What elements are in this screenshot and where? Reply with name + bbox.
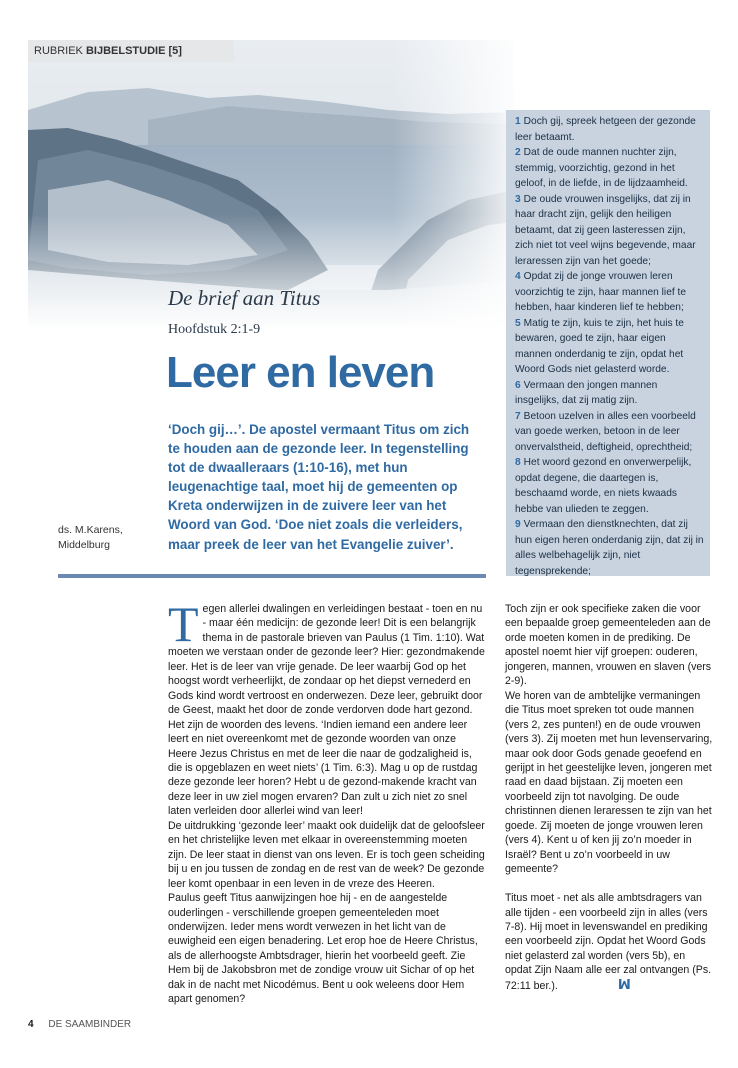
body-paragraph: Toch zijn er ook specifieke zaken die voor een bepaalde groep gemeenteleden aan de orde moeten komen in de prediking. De apostel noemt hier vijf groepen: ouderen, jongeren, mannen, vrouwen en slaven (vers 2-9). [505,603,712,688]
verse-item: 9 Vermaan den dienstknechten, dat zij hun eigen heren onderdanig zijn, dat zij in alles welbehagelijk zijn, niet tegensprekende; [515,519,704,577]
drop-cap: T [168,596,199,652]
verse-item: 1 Doch gij, spreek hetgeen der gezonde leer betaamt. [515,116,696,143]
publication-name: DE SAAMBINDER [48,1019,132,1030]
article-title: Leer en leven [166,348,435,397]
verse-item: 8 Het woord gezond en onverwerpelijk, opdat degene, die daartegen is, beschaamd worde, en niets kwaads hebbe van ulieden te zeggen. [515,457,692,515]
body-paragraph: Paulus geeft Titus aanwijzingen hoe hij - en de aangestelde ouderlingen - verschillende groepen gemeenteleden moet onderwijzen. Ieder mens wordt verwezen in het licht van de euwigheid een eigen benadering. Let erop hoe de Heere Christus, als de allerhoogste Ambtsdrager, hierin het voorbeeld geeft. Zie Hem bij de Jakobsbron met de zondige vrouw uit Sichar of op het dak in de nacht met Nicodémus. Bent u ook weleens door Hem apart genomen? [168,892,478,1006]
divider-rule [58,574,486,578]
article-lead: ‘Doch gij…’. De apostel vermaant Titus om zich te houden aan de gezonde leer. In tegenstelling tot de dwaalleraars (1:10-16), met hun leugenachtige taal, moet hij de gemeenten op Kreta onderwijzen in de zuivere leer van het Woord van God. ‘Doe niet zoals die verleiders, maar preek de leer van het Evangelie zuiver’. [168,422,470,552]
body-paragraph: Tegen allerlei dwalingen en verleidingen bestaat - toen en nu - maar één medicijn: de gezonde leer! Dit is een belangrijk thema in de pastorale brieven van Paulus (1 Tim. 1:10). Wat moeten we verstaan onder de gezonde leer? Hier: gezondmakende leer. Het is de leer van vrije genade. De leer waarbij God op het hoogst wordt verheerlijkt, de zondaar op het diepst vernederd en Gods kind wordt vertroost en onderwezen. Deze leer, gebruikt door de Geest, maakt het door de zonde verdorven dode hart gezond. Het zijn de woorden des levens. ‘Indien iemand een andere leer leert en niet overeenkomt met de gezonde woorden van onze Heere Jezus Christus en met de leer die naar de godzaligheid is, die is opgeblazen en weet niets’ (1 Tim. 6:3). Mag u op de rustdag deze gezonde leer horen? Hebt u de gezond-makende kracht van deze leer in uw ziel mogen ervaren? Dan zult u zich niet zo snel laten verleiden door allerlei wind van leer! [168,596,485,818]
body-paragraph: We horen van de ambtelijke vermaningen die Titus moet spreken tot oude mannen (vers 2, zes punten!) en de oude vrouwen (vers 3). Zij moeten met hun levenservaring, maar ook door Gods genade geoefend en gerijpt in het geestelijke leven, jongeren met raad en daad bijstaan. Zij moeten een voorbeeld zijn tot navolging. De oude christinnen dienen leraressen te zijn van het goede. Zij moeten de jonge vrouwen leren (vers 4). Kent u of ken jij zo’n moeder in Israël? Bent u zo’n voorbeeld in uw gemeente? [505,689,713,876]
section-label-prefix: RUBRIEK [34,45,83,57]
body-column-2 [505,602,713,993]
verse-item: 7 Betoon uzelven in alles een voorbeeld van goede werken, betoon in de leer onvervalstheid, deftigheid, oprechtheid; [515,410,696,453]
section-label [28,40,234,62]
verse-item: 3 De oude vrouwen insgelijks, dat zij in haar dracht zijn, gelijk den heiligen betaamt, dat zij geen lasteressen zijn, zich niet tot veel wijns begevende, maar leraressen zijn van het goede; [515,193,696,267]
author-place: Middelburg [58,539,110,551]
author-byline [58,523,123,553]
section-label-name: BIJBELSTUDIE [5] [85,45,182,57]
page-number: 4 [28,1019,34,1030]
verse-item: 5 Matig te zijn, kuis te zijn, het huis te bewaren, goed te zijn, haar eigen mannen onderdanig te zijn, opdat het Woord Gods niet gelasterd worde. [515,317,684,375]
verse-item: 6 Vermaan den jongen mannen insgelijks, dat zij matig zijn. [515,379,658,406]
body-paragraph: De uitdrukking ‘gezonde leer’ maakt ook duidelijk dat de geloofsleer en het christelijke leven met elkaar in overeenstemming moeten zijn. De leer staat in dienst van ons leven. Er is toch geen scheiding bij u en jou tussen de zondag en de rest van de week? De gezonde leer komt openbaar in een leven in de vreze des Heeren. [168,819,485,890]
page-footer [28,1019,131,1030]
body-column-1 [168,596,486,1007]
article-chapter: Hoofdstuk 2:1-9 [168,322,261,337]
body-paragraph: Titus moet - net als alle ambtsdragers van alle tijden - een voorbeeld zijn in alles (vers 7-8). Hij moet in levenswandel en prediking een voorbeeld zijn. Opdat het Woord Gods niet gelasterd zal worden (vers 5b), en opdat Zijn Naam alle eer zal ontvangen (Ps. 72:11 ber.). ꟽ [505,892,712,992]
article-subtitle: De brief aan Titus [168,286,321,310]
verse-item: 2 Dat de oude mannen nuchter zijn, stemmig, voorzichtig, gezond in het geloof, in de liefde, in de lijdzaamheid. [515,147,688,189]
author-name: ds. M.Karens, [58,524,123,536]
bible-verses-box [506,110,710,576]
end-mark-icon: ꟽ [617,976,631,992]
verse-item: 4 Opdat zij de jonge vrouwen leren voorzichtig te zijn, haar mannen lief te hebben, haar kinderen lief te hebben; [515,271,687,313]
